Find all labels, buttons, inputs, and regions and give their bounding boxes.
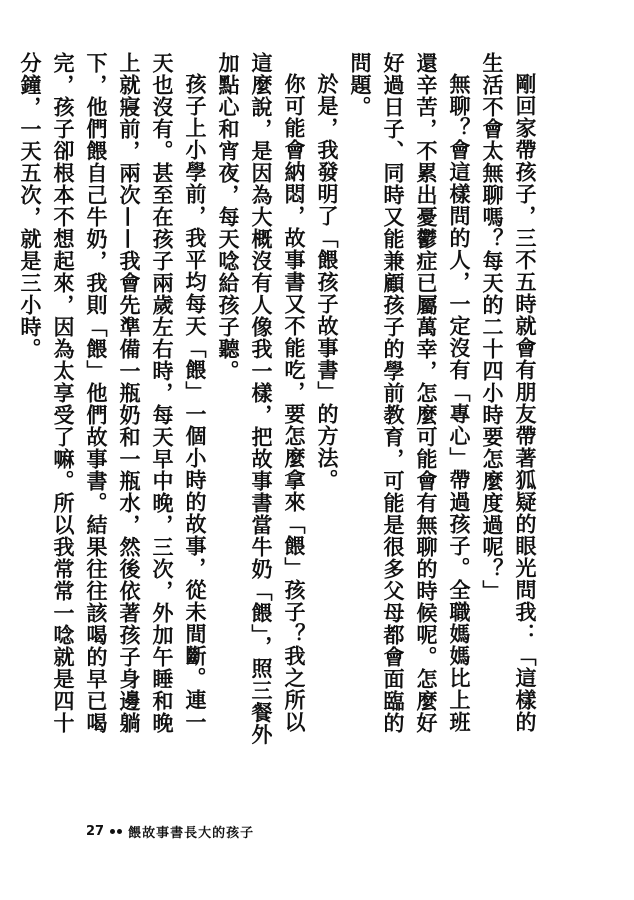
paragraph-5: 孩子上小學前，我平均每天「餵」一個小時的故事，從未間斷。連一天也沒有。甚至在孩子兩歲左右時，每天早中晚，三次，外加午睡和晚上就寢前，兩次——我會先準備一瓶奶和一瓶水，然後依著孩子身邊躺下，他們餵自己牛奶，我則「餵」他們故事書。結果往往該喝的早已喝完，孩子卻根本不想起來，因為太享受了嘛。所以我常常一唸就是四十分鐘，一天五次，就是三小時。: [18, 52, 208, 734]
body-text: [14, 52, 542, 752]
paragraph-2: 無聊？會這樣問的人，一定沒有「專心」帶過孩子。全職媽媽比上班還辛苦，不累出憂鬱症已屬萬幸，怎麼可能會有無聊的時候呢。怎麼好好過日子、同時又能兼顧孩子的學前教育，可能是很多父母都會面臨的問題。: [348, 52, 472, 734]
dot-icon: [117, 829, 122, 834]
page-footer: [86, 822, 254, 841]
page-number: 27: [86, 824, 105, 839]
paragraph-1: 剛回家帶孩子，三不五時就會有朋友帶著狐疑的眼光問我：「這樣的生活不會太無聊嗎？每天的二十四小時要怎麼度過呢？」: [480, 52, 538, 733]
paragraph-4: 你可能會納悶，故事書又不能吃，要怎麼拿來「餵」孩子？我之所以這麼說，是因為大概沒有人像我一樣，把故事書當牛奶「餵」，照三餐外加點心和宵夜，每天唸給孩子聽。: [216, 52, 307, 746]
dot-icon: [110, 829, 115, 834]
bullet-dots-icon: [110, 829, 122, 834]
running-title: 餵故事書長大的孩子: [128, 826, 255, 841]
paragraph-3: 於是，我發明了「餵孩子故事書」的方法。: [315, 73, 340, 491]
